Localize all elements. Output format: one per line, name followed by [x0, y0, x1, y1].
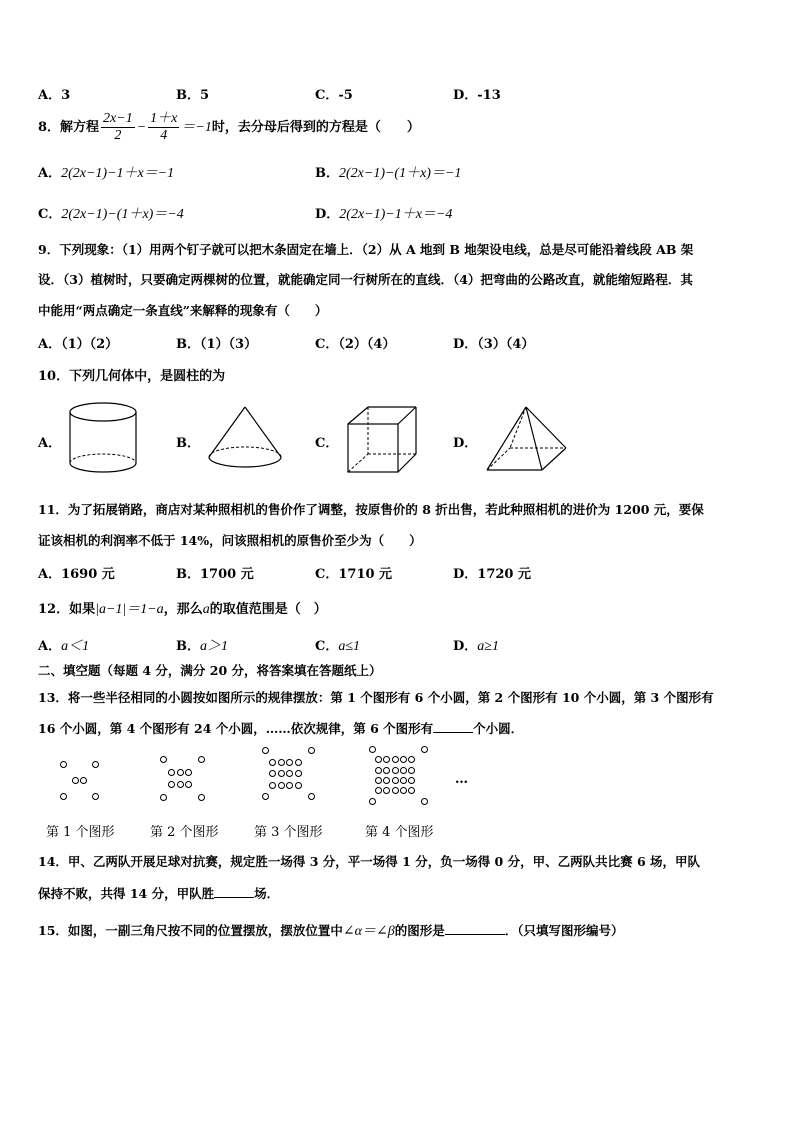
figure-1-corner-circle [60, 761, 67, 768]
q8-fraction-2 [148, 111, 179, 144]
figure-4-corner-circle [421, 746, 428, 753]
q9-option-b: B．（1）（3） [176, 337, 258, 352]
q13-answer-blank[interactable] [433, 732, 473, 733]
q7-option-c: C．-5 [315, 88, 353, 103]
q7-option-b: B．5 [176, 88, 210, 103]
q8-option-d-label: D． [315, 207, 340, 222]
figure-2-corner-circle [160, 756, 167, 763]
figure-2-inner-circle [177, 769, 184, 776]
cylinder-icon [66, 400, 140, 476]
q9-line-1: 9．下列现象：（1）用两个钉子就可以把木条固定在墙上．（2）从 A 地到 B 地架设电线，总是尽可能沿着线段 AB 架 [38, 242, 694, 257]
figure-4-inner-circle [408, 756, 415, 763]
q15-expr: ∠α＝∠β [342, 924, 395, 939]
q12-option-b [176, 635, 228, 655]
figure-3-corner-circle [308, 747, 315, 754]
q8-option-b-label: B． [315, 166, 339, 181]
figure-2-inner-circle [168, 769, 175, 776]
q12-expr: |a−1|＝1−a [95, 602, 164, 617]
q11-line-2: 证该相机的利润率不低于 14%，问该照相机的原售价至少为（ ） [38, 533, 422, 548]
figure-2-inner-circle [177, 781, 184, 788]
q8-stem [38, 108, 420, 148]
figure-2-inner-circle [168, 781, 175, 788]
figure-4-inner-circle [400, 787, 407, 794]
figure-4-inner-circle [408, 787, 415, 794]
q15-stem [38, 920, 623, 940]
figure-4-corner-circle [421, 798, 428, 805]
q13-line-2-tail: 个小圆． [473, 721, 524, 736]
figure-4-inner-circle [383, 777, 390, 784]
figure-3-inner-circle [286, 759, 293, 766]
q12-option-a [38, 635, 89, 655]
figure-4-inner-circle [375, 777, 382, 784]
q12-option-c [315, 635, 360, 655]
q8-minus: − [136, 120, 147, 135]
figure-3-inner-circle [269, 770, 276, 777]
figure-4-inner-circle [383, 767, 390, 774]
figure-4-inner-circle [375, 787, 382, 794]
figure-4-inner-circle [392, 756, 399, 763]
figure-3-inner-circle [295, 770, 302, 777]
figure-4-inner-circle [392, 777, 399, 784]
q8-option-d-expr: 2(2x−1)−1＋x＝−4 [339, 207, 453, 222]
q15-tail: ．（只填写图形编号） [504, 923, 624, 938]
q12-option-a-expr: a＜1 [61, 639, 90, 654]
figure-4-inner-circle [400, 777, 407, 784]
figure-4-inner-circle [400, 767, 407, 774]
q11-line-1: 11．为了拓展销路，商店对某种照相机的售价作了调整，按原售价的 8 折出售，若此种照相机的进价为 1200 元，要保 [38, 502, 704, 517]
q12-option-b-label: B． [176, 639, 200, 654]
q12-option-d [453, 635, 499, 655]
q10-option-d-label: D． [453, 436, 478, 451]
q9-option-d: D．（3）（4） [453, 337, 535, 352]
figure-2-corner-circle [160, 794, 167, 801]
q12-suffix: 的取值范围是（ ） [209, 602, 327, 617]
q10-option-c-label: C． [315, 436, 339, 451]
figure-3-inner-circle [278, 770, 285, 777]
cube-icon [344, 404, 420, 476]
figure-2-corner-circle [198, 794, 205, 801]
figure-3-inner-circle [286, 782, 293, 789]
q8-rhs: ＝−1 [181, 120, 212, 135]
figure-1-inner-circle [80, 777, 87, 784]
q12-option-c-label: C． [315, 639, 339, 654]
cone-icon [205, 405, 285, 473]
q8-option-c-label: C． [38, 207, 62, 222]
figure-4-inner-circle [392, 767, 399, 774]
q8-frac2-num: 1＋x [150, 111, 178, 126]
figure-2-corner-circle [198, 756, 205, 763]
q15-answer-blank[interactable] [445, 934, 505, 935]
q12-prefix: 12．如果 [38, 602, 96, 617]
q12-mid: ，那么 [163, 602, 203, 617]
figure-1-corner-circle [92, 761, 99, 768]
q8-option-b [315, 162, 461, 182]
q8-suffix: 时，去分母后得到的方程是（ ） [211, 120, 420, 135]
q13-line-2-text: 16 个小圆，第 4 个图形有 24 个小圆，……依次规律，第 6 个图形有 [38, 721, 434, 736]
q14-answer-blank[interactable] [214, 897, 254, 898]
q12-option-c-expr: a≤1 [338, 639, 361, 654]
q15-suffix: 的图形是 [394, 923, 445, 938]
q10-stem: 10．下列几何体中，是圆柱的为 [38, 369, 226, 384]
q12-var: a [202, 602, 210, 617]
q8-prefix: 8．解方程 [38, 120, 100, 135]
figure-3-inner-circle [295, 759, 302, 766]
figure-4-corner-circle [369, 798, 376, 805]
q13-line-2 [38, 719, 523, 737]
q8-option-c [38, 203, 184, 223]
figure-1-corner-circle [92, 793, 99, 800]
figure-2-inner-circle [185, 781, 192, 788]
q12-option-a-label: A． [38, 639, 62, 654]
q8-frac2-den: 4 [160, 128, 168, 143]
figure-caption-3: 第 3 个图形 [254, 825, 323, 840]
q9-line-3: 中能用“两点确定一条直线”来解释的现象有（ ） [38, 303, 328, 318]
figure-3-inner-circle [278, 782, 285, 789]
figure-4-inner-circle [383, 756, 390, 763]
q13-ellipsis: … [455, 772, 468, 787]
figure-3-inner-circle [278, 759, 285, 766]
q8-option-b-expr: 2(2x−1)−(1＋x)＝−1 [339, 166, 462, 181]
pyramid-icon [484, 404, 570, 474]
q8-fraction-1 [101, 111, 135, 144]
figure-3-inner-circle [295, 782, 302, 789]
q14-line-2-text: 保持不败，共得 14 分，甲队胜 [38, 886, 215, 901]
q10-option-a-label: A． [38, 436, 62, 451]
figure-3-inner-circle [269, 759, 276, 766]
q12-stem [38, 598, 327, 618]
q9-option-c: C．（2）（4） [315, 337, 396, 352]
figure-caption-4: 第 4 个图形 [365, 825, 434, 840]
figure-2-inner-circle [185, 769, 192, 776]
q11-option-b: B．1700 元 [176, 567, 254, 582]
q14-line-2-tail: 场． [254, 886, 280, 901]
figure-caption-1: 第 1 个图形 [46, 825, 115, 840]
q7-option-d: D．-13 [453, 88, 501, 103]
q8-option-a-expr: 2(2x−1)−1＋x＝−1 [61, 166, 175, 181]
figure-caption-2: 第 2 个图形 [150, 825, 219, 840]
figure-1-inner-circle [72, 777, 79, 784]
q10-option-b-label: B． [176, 436, 200, 451]
q8-option-a [38, 162, 174, 182]
figure-3-inner-circle [286, 770, 293, 777]
q11-option-d: D．1720 元 [453, 567, 531, 582]
q8-frac1-num: 2x−1 [103, 111, 133, 126]
figure-4-inner-circle [375, 767, 382, 774]
q14-line-2 [38, 884, 279, 902]
figure-4-inner-circle [375, 756, 382, 763]
figure-3-inner-circle [269, 782, 276, 789]
figure-4-inner-circle [392, 787, 399, 794]
figure-3-corner-circle [308, 793, 315, 800]
q12-option-b-expr: a＞1 [200, 639, 228, 654]
q9-line-2: 设．（3）植树时，只要确定两棵树的位置，就能确定同一行树所在的直线．（4）把弯曲的公路改直，就能缩短路程．其 [38, 272, 693, 287]
q11-option-a: A．1690 元 [38, 567, 115, 582]
q7-option-a: A．3 [38, 88, 71, 103]
q13-line-1: 13．将一些半径相同的小圆按如图所示的规律摆放：第 1 个图形有 6 个小圆，第 2 个图形有 10 个小圆，第 3 个图形有 [38, 690, 714, 705]
q9-option-a: A．（1）（2） [38, 337, 119, 352]
q15-prefix: 15．如图，一副三角尺按不同的位置摆放，摆放位置中 [38, 923, 343, 938]
q8-option-d [315, 203, 452, 223]
figure-3-corner-circle [262, 747, 269, 754]
q14-line-1: 14．甲、乙两队开展足球对抗赛，规定胜一场得 3 分，平一场得 1 分，负一场得 0 分，甲、乙两队共比赛 6 场，甲队 [38, 854, 701, 869]
section-2-heading: 二、填空题（每题 4 分，满分 20 分，将答案填在答题纸上） [38, 663, 382, 678]
figure-4-inner-circle [408, 767, 415, 774]
q8-frac1-den: 2 [114, 128, 122, 143]
q8-option-c-expr: 2(2x−1)−(1＋x)＝−4 [61, 207, 184, 222]
figure-4-inner-circle [383, 787, 390, 794]
figure-3-corner-circle [262, 793, 269, 800]
q11-option-c: C．1710 元 [315, 567, 393, 582]
q8-option-a-label: A． [38, 166, 62, 181]
figure-4-inner-circle [400, 756, 407, 763]
q12-option-d-expr: a≥1 [477, 639, 499, 654]
figure-4-corner-circle [369, 746, 376, 753]
q12-option-d-label: D． [453, 639, 478, 654]
figure-4-inner-circle [408, 777, 415, 784]
figure-1-corner-circle [60, 793, 67, 800]
